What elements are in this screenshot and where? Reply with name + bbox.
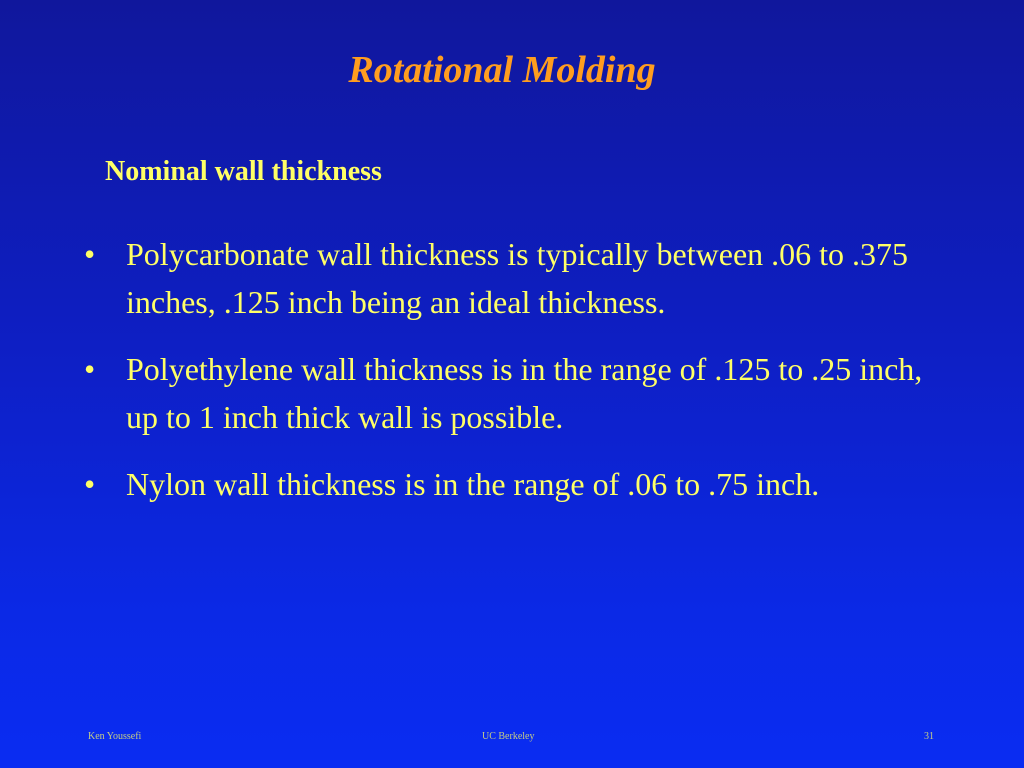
footer-institution: UC Berkeley [482, 731, 535, 742]
bullet-text: Nylon wall thickness is in the range of .06 to .75 inch. [126, 466, 820, 502]
slide-subtitle: Nominal wall thickness [105, 156, 382, 187]
bullet-icon: • [84, 351, 96, 387]
bullet-item [84, 230, 954, 326]
bullet-list [84, 230, 954, 527]
bullet-text: Polycarbonate wall thickness is typically between .06 to .375 inches, .125 inch being an ideal thickness. [126, 236, 909, 320]
bullet-icon: • [84, 236, 96, 272]
bullet-item [84, 460, 954, 508]
footer-author: Ken Youssefi [88, 731, 142, 742]
bullet-icon: • [84, 466, 96, 502]
slide-title: Rotational Molding [348, 49, 656, 91]
bullet-text: Polyethylene wall thickness is in the range of .125 to .25 inch, up to 1 inch thick wall is possible. [126, 351, 923, 435]
footer-page-number: 31 [924, 731, 934, 742]
bullet-item [84, 345, 954, 441]
